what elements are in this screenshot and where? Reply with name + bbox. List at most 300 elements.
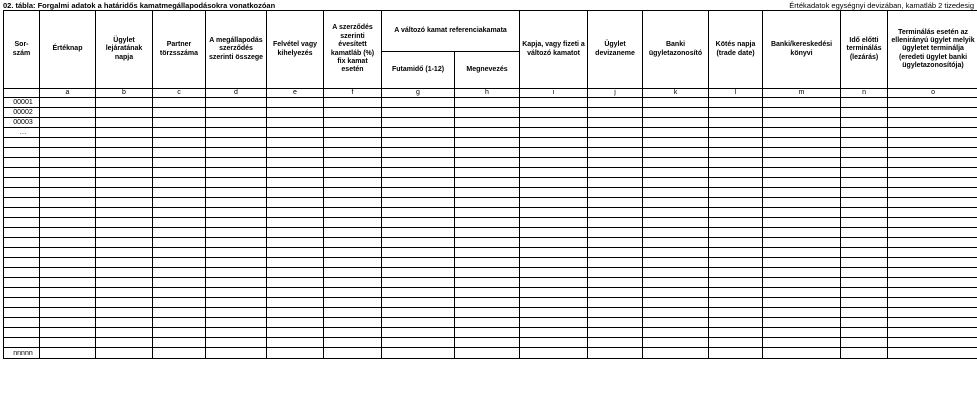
data-cell[interactable]	[267, 198, 324, 208]
data-cell[interactable]	[40, 288, 96, 298]
data-cell[interactable]	[267, 128, 324, 138]
data-cell[interactable]	[841, 148, 888, 158]
data-cell[interactable]	[206, 108, 267, 118]
data-cell[interactable]	[643, 258, 709, 268]
data-cell[interactable]	[888, 108, 977, 118]
data-cell[interactable]	[888, 318, 977, 328]
data-cell[interactable]	[588, 208, 643, 218]
data-cell[interactable]	[206, 308, 267, 318]
data-cell[interactable]	[888, 268, 977, 278]
data-cell[interactable]	[206, 188, 267, 198]
data-cell[interactable]	[153, 108, 206, 118]
data-cell[interactable]	[382, 268, 455, 278]
data-cell[interactable]	[588, 228, 643, 238]
data-cell[interactable]	[520, 338, 588, 348]
data-cell[interactable]	[588, 308, 643, 318]
data-cell[interactable]	[763, 318, 841, 328]
data-cell[interactable]	[841, 98, 888, 108]
data-cell[interactable]	[267, 328, 324, 338]
data-cell[interactable]	[96, 128, 153, 138]
data-cell[interactable]	[267, 318, 324, 328]
data-cell[interactable]	[382, 298, 455, 308]
data-cell[interactable]	[153, 228, 206, 238]
data-cell[interactable]	[324, 108, 382, 118]
data-cell[interactable]	[520, 98, 588, 108]
data-cell[interactable]	[267, 98, 324, 108]
data-cell[interactable]	[643, 188, 709, 198]
data-cell[interactable]	[455, 328, 520, 338]
data-cell[interactable]	[455, 248, 520, 258]
data-cell[interactable]	[455, 308, 520, 318]
data-cell[interactable]	[763, 168, 841, 178]
data-cell[interactable]	[643, 118, 709, 128]
data-cell[interactable]	[96, 218, 153, 228]
data-cell[interactable]	[709, 278, 763, 288]
data-cell[interactable]	[841, 228, 888, 238]
data-cell[interactable]	[588, 328, 643, 338]
data-cell[interactable]	[520, 308, 588, 318]
data-cell[interactable]	[520, 348, 588, 359]
data-cell[interactable]	[709, 328, 763, 338]
data-cell[interactable]	[643, 298, 709, 308]
data-cell[interactable]	[96, 178, 153, 188]
data-cell[interactable]	[709, 268, 763, 278]
data-cell[interactable]	[40, 258, 96, 268]
data-cell[interactable]	[588, 98, 643, 108]
data-cell[interactable]	[324, 288, 382, 298]
data-cell[interactable]	[643, 208, 709, 218]
data-cell[interactable]	[643, 158, 709, 168]
data-cell[interactable]	[324, 348, 382, 359]
data-cell[interactable]	[763, 338, 841, 348]
data-cell[interactable]	[643, 148, 709, 158]
data-cell[interactable]	[888, 198, 977, 208]
data-cell[interactable]	[324, 328, 382, 338]
data-cell[interactable]	[643, 98, 709, 108]
data-cell[interactable]	[643, 278, 709, 288]
data-cell[interactable]	[763, 138, 841, 148]
data-cell[interactable]	[588, 258, 643, 268]
data-cell[interactable]	[888, 178, 977, 188]
data-cell[interactable]	[709, 158, 763, 168]
data-cell[interactable]	[588, 288, 643, 298]
data-cell[interactable]	[206, 348, 267, 359]
data-cell[interactable]	[841, 238, 888, 248]
data-cell[interactable]	[841, 318, 888, 328]
data-cell[interactable]	[324, 238, 382, 248]
data-cell[interactable]	[709, 258, 763, 268]
data-cell[interactable]	[763, 148, 841, 158]
data-cell[interactable]	[841, 158, 888, 168]
data-cell[interactable]	[763, 178, 841, 188]
data-cell[interactable]	[643, 228, 709, 238]
data-cell[interactable]	[96, 338, 153, 348]
data-cell[interactable]	[763, 228, 841, 238]
data-cell[interactable]	[763, 298, 841, 308]
data-cell[interactable]	[520, 148, 588, 158]
data-cell[interactable]	[267, 138, 324, 148]
data-cell[interactable]	[96, 328, 153, 338]
data-cell[interactable]	[96, 198, 153, 208]
data-cell[interactable]	[206, 218, 267, 228]
data-cell[interactable]	[153, 288, 206, 298]
data-cell[interactable]	[588, 188, 643, 198]
data-cell[interactable]	[267, 228, 324, 238]
data-cell[interactable]	[206, 268, 267, 278]
data-cell[interactable]	[520, 208, 588, 218]
data-cell[interactable]	[888, 148, 977, 158]
data-cell[interactable]	[206, 248, 267, 258]
data-cell[interactable]	[40, 278, 96, 288]
data-cell[interactable]	[382, 208, 455, 218]
data-cell[interactable]	[382, 138, 455, 148]
data-cell[interactable]	[382, 198, 455, 208]
data-cell[interactable]	[96, 98, 153, 108]
data-cell[interactable]	[763, 308, 841, 318]
data-cell[interactable]	[520, 228, 588, 238]
data-cell[interactable]	[153, 328, 206, 338]
data-cell[interactable]	[267, 248, 324, 258]
data-cell[interactable]	[40, 298, 96, 308]
data-cell[interactable]	[153, 348, 206, 359]
data-cell[interactable]	[763, 218, 841, 228]
data-cell[interactable]	[763, 158, 841, 168]
data-cell[interactable]	[709, 208, 763, 218]
data-cell[interactable]	[40, 188, 96, 198]
data-cell[interactable]	[96, 148, 153, 158]
data-cell[interactable]	[841, 128, 888, 138]
data-cell[interactable]	[841, 178, 888, 188]
data-cell[interactable]	[324, 98, 382, 108]
data-cell[interactable]	[382, 168, 455, 178]
data-cell[interactable]	[153, 338, 206, 348]
data-cell[interactable]	[153, 188, 206, 198]
data-cell[interactable]	[588, 138, 643, 148]
data-cell[interactable]	[841, 118, 888, 128]
data-cell[interactable]	[40, 128, 96, 138]
data-cell[interactable]	[709, 298, 763, 308]
data-cell[interactable]	[324, 308, 382, 318]
data-cell[interactable]	[455, 178, 520, 188]
data-cell[interactable]	[40, 118, 96, 128]
data-cell[interactable]	[206, 128, 267, 138]
data-cell[interactable]	[643, 248, 709, 258]
data-cell[interactable]	[382, 348, 455, 359]
data-cell[interactable]	[324, 228, 382, 238]
data-cell[interactable]	[40, 348, 96, 359]
data-cell[interactable]	[588, 178, 643, 188]
data-cell[interactable]	[841, 208, 888, 218]
data-cell[interactable]	[520, 118, 588, 128]
data-cell[interactable]	[588, 248, 643, 258]
data-cell[interactable]	[455, 288, 520, 298]
data-cell[interactable]	[888, 128, 977, 138]
data-cell[interactable]	[382, 288, 455, 298]
data-cell[interactable]	[455, 118, 520, 128]
data-cell[interactable]	[588, 348, 643, 359]
data-cell[interactable]	[324, 208, 382, 218]
data-cell[interactable]	[763, 188, 841, 198]
data-cell[interactable]	[709, 348, 763, 359]
data-cell[interactable]	[153, 148, 206, 158]
data-cell[interactable]	[324, 338, 382, 348]
data-cell[interactable]	[206, 338, 267, 348]
data-cell[interactable]	[96, 138, 153, 148]
data-cell[interactable]	[455, 148, 520, 158]
data-cell[interactable]	[267, 218, 324, 228]
data-cell[interactable]	[588, 268, 643, 278]
data-cell[interactable]	[382, 178, 455, 188]
data-cell[interactable]	[709, 128, 763, 138]
data-cell[interactable]	[324, 268, 382, 278]
data-cell[interactable]	[643, 338, 709, 348]
data-cell[interactable]	[40, 338, 96, 348]
data-cell[interactable]	[520, 318, 588, 328]
data-cell[interactable]	[888, 168, 977, 178]
data-cell[interactable]	[40, 108, 96, 118]
data-cell[interactable]	[455, 198, 520, 208]
data-cell[interactable]	[206, 198, 267, 208]
data-cell[interactable]	[206, 228, 267, 238]
data-cell[interactable]	[267, 108, 324, 118]
data-cell[interactable]	[643, 328, 709, 338]
data-cell[interactable]	[206, 138, 267, 148]
data-cell[interactable]	[763, 118, 841, 128]
data-cell[interactable]	[588, 318, 643, 328]
data-cell[interactable]	[153, 308, 206, 318]
data-cell[interactable]	[588, 118, 643, 128]
data-cell[interactable]	[382, 238, 455, 248]
data-cell[interactable]	[153, 248, 206, 258]
data-cell[interactable]	[96, 118, 153, 128]
data-cell[interactable]	[324, 318, 382, 328]
data-cell[interactable]	[382, 228, 455, 238]
data-cell[interactable]	[455, 338, 520, 348]
data-cell[interactable]	[520, 108, 588, 118]
data-cell[interactable]	[382, 328, 455, 338]
data-cell[interactable]	[709, 218, 763, 228]
data-cell[interactable]	[96, 108, 153, 118]
data-cell[interactable]	[153, 138, 206, 148]
data-cell[interactable]	[382, 158, 455, 168]
data-cell[interactable]	[455, 268, 520, 278]
data-cell[interactable]	[96, 228, 153, 238]
data-cell[interactable]	[709, 288, 763, 298]
data-cell[interactable]	[153, 298, 206, 308]
data-cell[interactable]	[841, 258, 888, 268]
data-cell[interactable]	[153, 118, 206, 128]
data-cell[interactable]	[841, 138, 888, 148]
data-cell[interactable]	[96, 318, 153, 328]
data-cell[interactable]	[643, 268, 709, 278]
data-cell[interactable]	[520, 278, 588, 288]
data-cell[interactable]	[763, 258, 841, 268]
data-cell[interactable]	[709, 188, 763, 198]
data-cell[interactable]	[96, 308, 153, 318]
data-cell[interactable]	[888, 328, 977, 338]
data-cell[interactable]	[588, 338, 643, 348]
data-cell[interactable]	[153, 128, 206, 138]
data-cell[interactable]	[588, 298, 643, 308]
data-cell[interactable]	[324, 248, 382, 258]
data-cell[interactable]	[888, 248, 977, 258]
data-cell[interactable]	[382, 118, 455, 128]
data-cell[interactable]	[841, 278, 888, 288]
data-cell[interactable]	[763, 208, 841, 218]
data-cell[interactable]	[382, 98, 455, 108]
data-cell[interactable]	[40, 138, 96, 148]
data-cell[interactable]	[520, 128, 588, 138]
data-cell[interactable]	[520, 138, 588, 148]
data-cell[interactable]	[267, 348, 324, 359]
data-cell[interactable]	[382, 218, 455, 228]
data-cell[interactable]	[520, 298, 588, 308]
data-cell[interactable]	[588, 278, 643, 288]
data-cell[interactable]	[763, 248, 841, 258]
data-cell[interactable]	[643, 138, 709, 148]
data-cell[interactable]	[841, 248, 888, 258]
data-cell[interactable]	[763, 278, 841, 288]
data-cell[interactable]	[520, 178, 588, 188]
data-cell[interactable]	[267, 338, 324, 348]
data-cell[interactable]	[841, 168, 888, 178]
data-cell[interactable]	[206, 98, 267, 108]
data-cell[interactable]	[643, 308, 709, 318]
data-cell[interactable]	[888, 338, 977, 348]
data-cell[interactable]	[455, 228, 520, 238]
data-cell[interactable]	[153, 168, 206, 178]
data-cell[interactable]	[888, 308, 977, 318]
data-cell[interactable]	[206, 178, 267, 188]
data-cell[interactable]	[206, 298, 267, 308]
data-cell[interactable]	[888, 348, 977, 359]
data-cell[interactable]	[40, 318, 96, 328]
data-cell[interactable]	[382, 128, 455, 138]
data-cell[interactable]	[267, 158, 324, 168]
data-cell[interactable]	[96, 258, 153, 268]
data-cell[interactable]	[267, 118, 324, 128]
data-cell[interactable]	[40, 178, 96, 188]
data-cell[interactable]	[96, 208, 153, 218]
data-cell[interactable]	[841, 338, 888, 348]
data-cell[interactable]	[841, 348, 888, 359]
data-cell[interactable]	[888, 158, 977, 168]
data-cell[interactable]	[267, 278, 324, 288]
data-cell[interactable]	[841, 198, 888, 208]
data-cell[interactable]	[888, 298, 977, 308]
data-cell[interactable]	[763, 108, 841, 118]
data-cell[interactable]	[520, 218, 588, 228]
data-cell[interactable]	[520, 268, 588, 278]
data-cell[interactable]	[643, 198, 709, 208]
data-cell[interactable]	[382, 108, 455, 118]
data-cell[interactable]	[96, 158, 153, 168]
data-cell[interactable]	[153, 208, 206, 218]
data-cell[interactable]	[324, 118, 382, 128]
data-cell[interactable]	[709, 108, 763, 118]
data-cell[interactable]	[153, 218, 206, 228]
data-cell[interactable]	[324, 188, 382, 198]
data-cell[interactable]	[267, 168, 324, 178]
data-cell[interactable]	[709, 118, 763, 128]
data-cell[interactable]	[40, 248, 96, 258]
data-cell[interactable]	[206, 158, 267, 168]
data-cell[interactable]	[643, 178, 709, 188]
data-cell[interactable]	[96, 188, 153, 198]
data-cell[interactable]	[588, 218, 643, 228]
data-cell[interactable]	[709, 308, 763, 318]
data-cell[interactable]	[709, 168, 763, 178]
data-cell[interactable]	[153, 278, 206, 288]
data-cell[interactable]	[40, 308, 96, 318]
data-cell[interactable]	[382, 148, 455, 158]
data-cell[interactable]	[382, 338, 455, 348]
data-cell[interactable]	[206, 238, 267, 248]
data-cell[interactable]	[643, 348, 709, 359]
data-cell[interactable]	[841, 268, 888, 278]
data-cell[interactable]	[709, 228, 763, 238]
data-cell[interactable]	[643, 128, 709, 138]
data-cell[interactable]	[96, 168, 153, 178]
data-cell[interactable]	[206, 118, 267, 128]
data-cell[interactable]	[96, 348, 153, 359]
data-cell[interactable]	[455, 238, 520, 248]
data-cell[interactable]	[888, 118, 977, 128]
data-cell[interactable]	[324, 258, 382, 268]
data-cell[interactable]	[382, 278, 455, 288]
data-cell[interactable]	[763, 238, 841, 248]
data-cell[interactable]	[324, 178, 382, 188]
data-cell[interactable]	[643, 288, 709, 298]
data-cell[interactable]	[520, 248, 588, 258]
data-cell[interactable]	[267, 308, 324, 318]
data-cell[interactable]	[40, 148, 96, 158]
data-cell[interactable]	[588, 108, 643, 118]
data-cell[interactable]	[40, 238, 96, 248]
data-cell[interactable]	[40, 208, 96, 218]
data-cell[interactable]	[709, 318, 763, 328]
data-cell[interactable]	[382, 258, 455, 268]
data-cell[interactable]	[588, 158, 643, 168]
data-cell[interactable]	[267, 298, 324, 308]
data-cell[interactable]	[588, 238, 643, 248]
data-cell[interactable]	[709, 338, 763, 348]
data-cell[interactable]	[841, 298, 888, 308]
data-cell[interactable]	[455, 348, 520, 359]
data-cell[interactable]	[324, 168, 382, 178]
data-cell[interactable]	[40, 198, 96, 208]
data-cell[interactable]	[455, 128, 520, 138]
data-cell[interactable]	[888, 228, 977, 238]
data-cell[interactable]	[382, 318, 455, 328]
data-cell[interactable]	[382, 188, 455, 198]
data-cell[interactable]	[96, 268, 153, 278]
data-cell[interactable]	[206, 258, 267, 268]
data-cell[interactable]	[763, 288, 841, 298]
data-cell[interactable]	[153, 178, 206, 188]
data-cell[interactable]	[153, 268, 206, 278]
data-cell[interactable]	[206, 208, 267, 218]
data-cell[interactable]	[455, 208, 520, 218]
data-cell[interactable]	[324, 128, 382, 138]
data-cell[interactable]	[888, 288, 977, 298]
data-cell[interactable]	[709, 238, 763, 248]
data-cell[interactable]	[40, 328, 96, 338]
data-cell[interactable]	[520, 188, 588, 198]
data-cell[interactable]	[206, 318, 267, 328]
data-cell[interactable]	[888, 208, 977, 218]
data-cell[interactable]	[841, 308, 888, 318]
